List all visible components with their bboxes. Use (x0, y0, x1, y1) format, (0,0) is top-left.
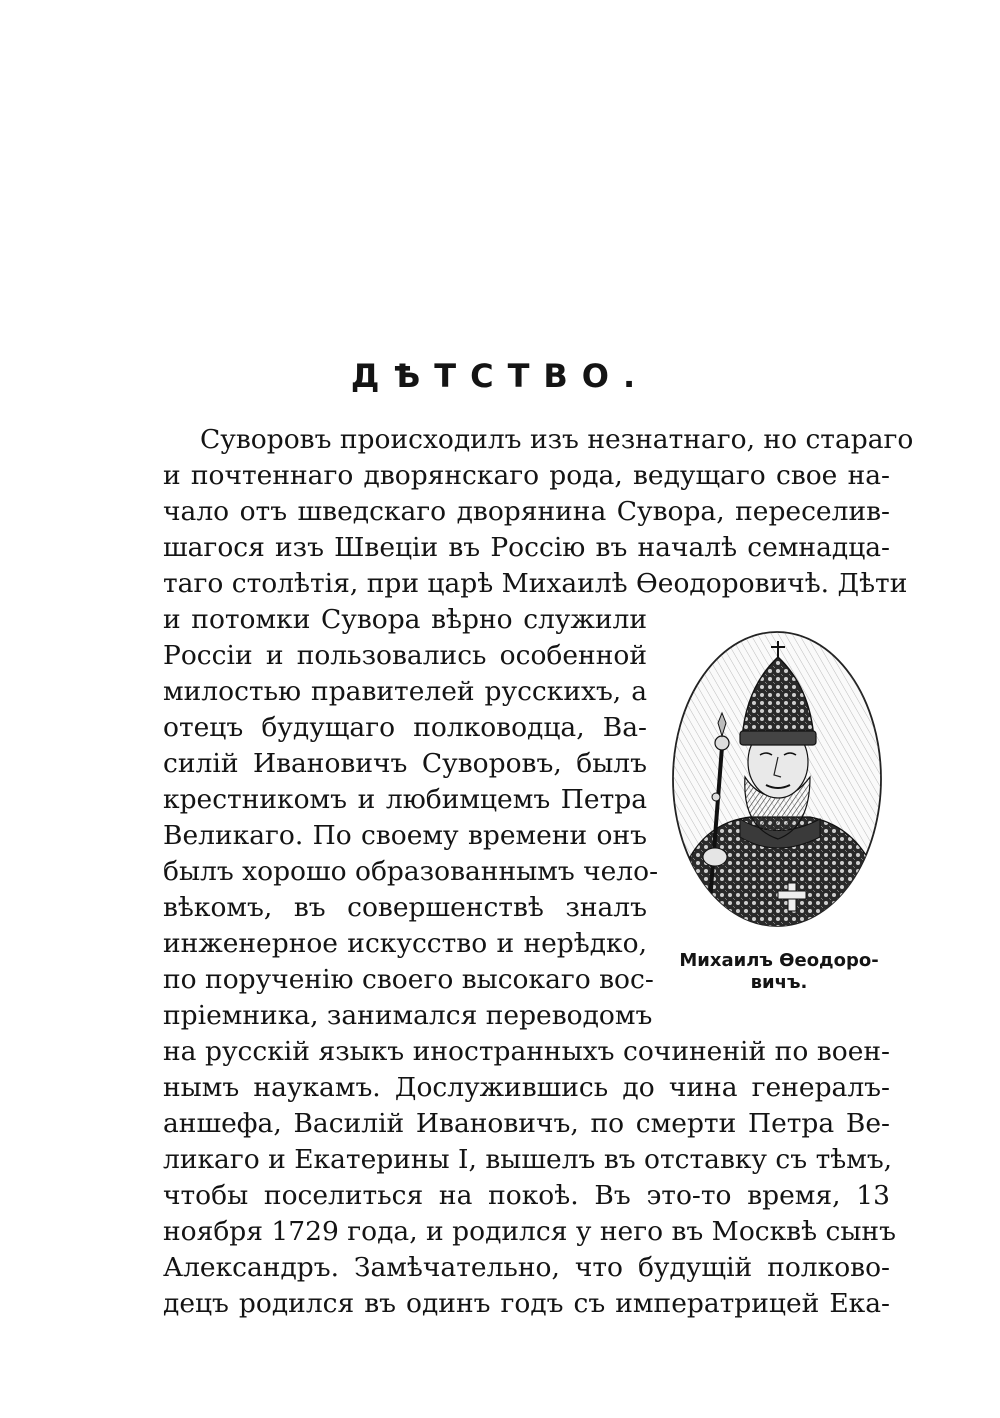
text-line: ноября 1729 года, и родился у него въ Москвѣ сынъ (163, 1216, 896, 1247)
text-line: нымъ наукамъ. Дослужившись до чина генералъ- (163, 1072, 890, 1103)
text-line: Россіи и пользовались особенной (163, 640, 647, 671)
text-line: ликаго и Екатерины I, вышелъ въ отставку съ тѣмъ, (163, 1144, 893, 1175)
text-line: и почтеннаго дворянскаго рода, ведущаго свое на- (163, 460, 890, 491)
text-line: таго столѣтія, при царѣ Михаилѣ Ѳеодоровичѣ. Дѣти (163, 568, 908, 599)
text-line: и потомки Сувора вѣрно служили (163, 604, 647, 635)
text-line: децъ родился въ одинъ годъ съ императрицей Ека- (163, 1288, 890, 1319)
text-line: по порученію своего высокаго вос- (163, 964, 654, 995)
chapter-heading: ДѢТСТВО. (350, 357, 650, 395)
text-line: Великаго. По своему времени онъ (163, 820, 647, 851)
text-line: силій Ивановичъ Суворовъ, былъ (163, 748, 647, 779)
text-line: отецъ будущаго полководца, Ва- (163, 712, 647, 743)
text-line: пріемника, занимался переводомъ (163, 1000, 653, 1031)
illustration-caption-line: вичъ. (750, 972, 808, 993)
text-line: на русскій языкъ иностранныхъ сочиненій по воен- (163, 1036, 890, 1067)
text-line: чало отъ шведскаго дворянина Сувора, переселив- (163, 496, 890, 527)
text-line: чтобы поселиться на покоѣ. Въ это-то время, 13 (163, 1180, 890, 1211)
text-line: былъ хорошо образованнымъ чело- (163, 856, 659, 887)
text-line: Александръ. Замѣчательно, что будущій полково- (163, 1252, 890, 1283)
text-line: аншефа, Василій Ивановичъ, по смерти Петра Ве- (163, 1108, 890, 1139)
text-line: крестникомъ и любимцемъ Петра (163, 784, 647, 815)
text-line: шагося изъ Швеціи въ Россію въ началѣ семнадца- (163, 532, 890, 563)
text-line: инженерное искусство и нерѣдко, (163, 928, 647, 959)
illustration-caption-line: Михаилъ Ѳеодоро- (679, 950, 879, 971)
text-line: милостью правителей русскихъ, а (163, 676, 647, 707)
portrait-illustration (670, 627, 885, 932)
text-line: Суворовъ происходилъ изъ незнатнаго, но стараго (200, 424, 914, 455)
text-line: вѣкомъ, въ совершенствѣ зналъ (163, 892, 647, 923)
